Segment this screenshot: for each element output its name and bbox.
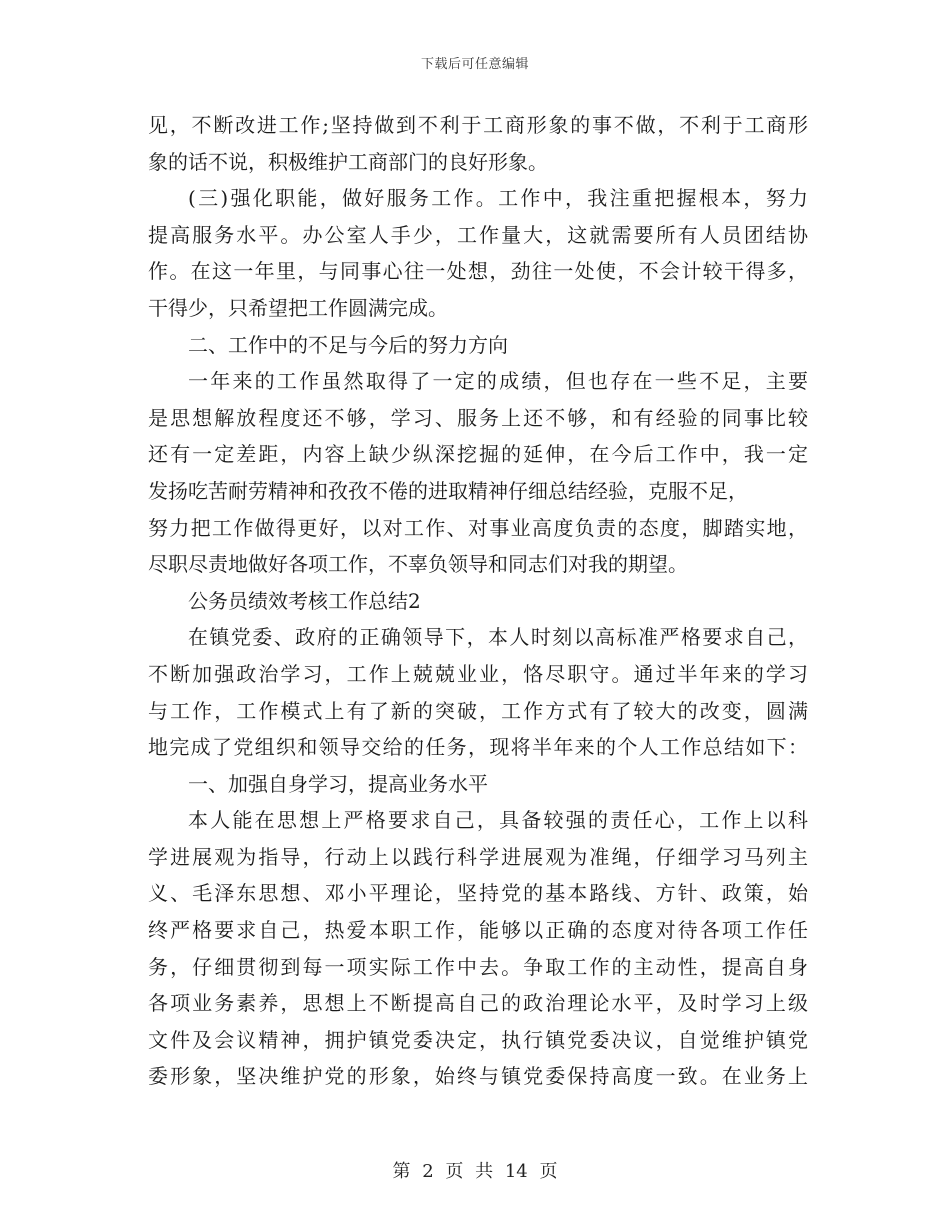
page-number-footer: 第 2 页 共 14 页 xyxy=(392,1161,558,1182)
text-line: 义、毛泽东思想、邓小平理论，坚持党的基本路线、方针、政策，始 xyxy=(148,881,808,906)
text-line: 是思想解放程度还不够，学习、服务上还不够，和有经验的同事比较 xyxy=(148,405,808,430)
text-line: 各项业务素养，思想上不断提高自己的政治理论水平，及时学习上级 xyxy=(148,991,808,1016)
text-line: 不断加强政治学习，工作上兢兢业业，恪尽职守。通过半年来的学习 xyxy=(148,661,808,686)
text-line: 委形象，坚决维护党的形象，始终与镇党委保持高度一致。在业务上 xyxy=(148,1064,808,1089)
text-line: 在镇党委、政府的正确领导下，本人时刻以高标准严格要求自己， xyxy=(188,625,808,650)
text-line: 本人能在思想上严格要求自己，具备较强的责任心，工作上以科 xyxy=(188,808,808,833)
page-header: 下载后可任意编辑 xyxy=(420,57,529,72)
text-line: 作。在这一年里，与同事心往一处想，劲往一处使，不会计较干得多， xyxy=(148,259,808,284)
text-line: 二、工作中的不足与今后的努力方向 xyxy=(188,332,508,357)
text-line: 终严格要求自己，热爱本职工作，能够以正确的态度对待各项工作任 xyxy=(148,918,808,943)
text-line: 一年来的工作虽然取得了一定的成绩，但也存在一些不足，主要 xyxy=(188,369,808,394)
text-line: 务，仔细贯彻到每一项实际工作中去。争取工作的主动性，提高自身 xyxy=(148,954,808,979)
text-line: 见，不断改进工作;坚持做到不利于工商形象的事不做，不利于工商形 xyxy=(148,113,808,137)
text-line: 文件及会议精神，拥护镇党委决定，执行镇党委决议，自觉维护镇党 xyxy=(148,1027,808,1052)
text-line: 公务员绩效考核工作总结2 xyxy=(188,588,421,613)
text-line: 提高服务水平。办公室人手少，工作量大，这就需要所有人员团结协 xyxy=(148,222,808,247)
text-line: 尽职尽责地做好各项工作，不辜负领导和同志们对我的期望。 xyxy=(148,552,688,577)
text-line: 地完成了党组织和领导交给的任务，现将半年来的个人工作总结如下： xyxy=(148,735,808,760)
text-line: 努力把工作做得更好，以对工作、对事业高度负责的态度，脚踏实地， xyxy=(148,515,808,540)
document-body xyxy=(148,107,808,1095)
text-line: 与工作，工作模式上有了新的突破，工作方式有了较大的改变，圆满 xyxy=(148,698,808,723)
text-line: 发扬吃苦耐劳精神和孜孜不倦的进取精神仔细总结经验，克服不足， xyxy=(148,478,748,503)
text-line: 学进展观为指导，行动上以践行科学进展观为准绳，仔细学习马列主 xyxy=(148,844,808,869)
text-line: (三)强化职能，做好服务工作。工作中，我注重把握根本，努力 xyxy=(188,186,808,211)
text-line: 干得少，只希望把工作圆满完成。 xyxy=(148,295,448,320)
text-line: 象的话不说，积极维护工商部门的良好形象。 xyxy=(148,149,548,174)
text-line: 一、加强自身学习，提高业务水平 xyxy=(188,771,488,796)
text-line: 还有一定差距，内容上缺少纵深挖掘的延伸，在今后工作中，我一定 xyxy=(148,442,808,467)
